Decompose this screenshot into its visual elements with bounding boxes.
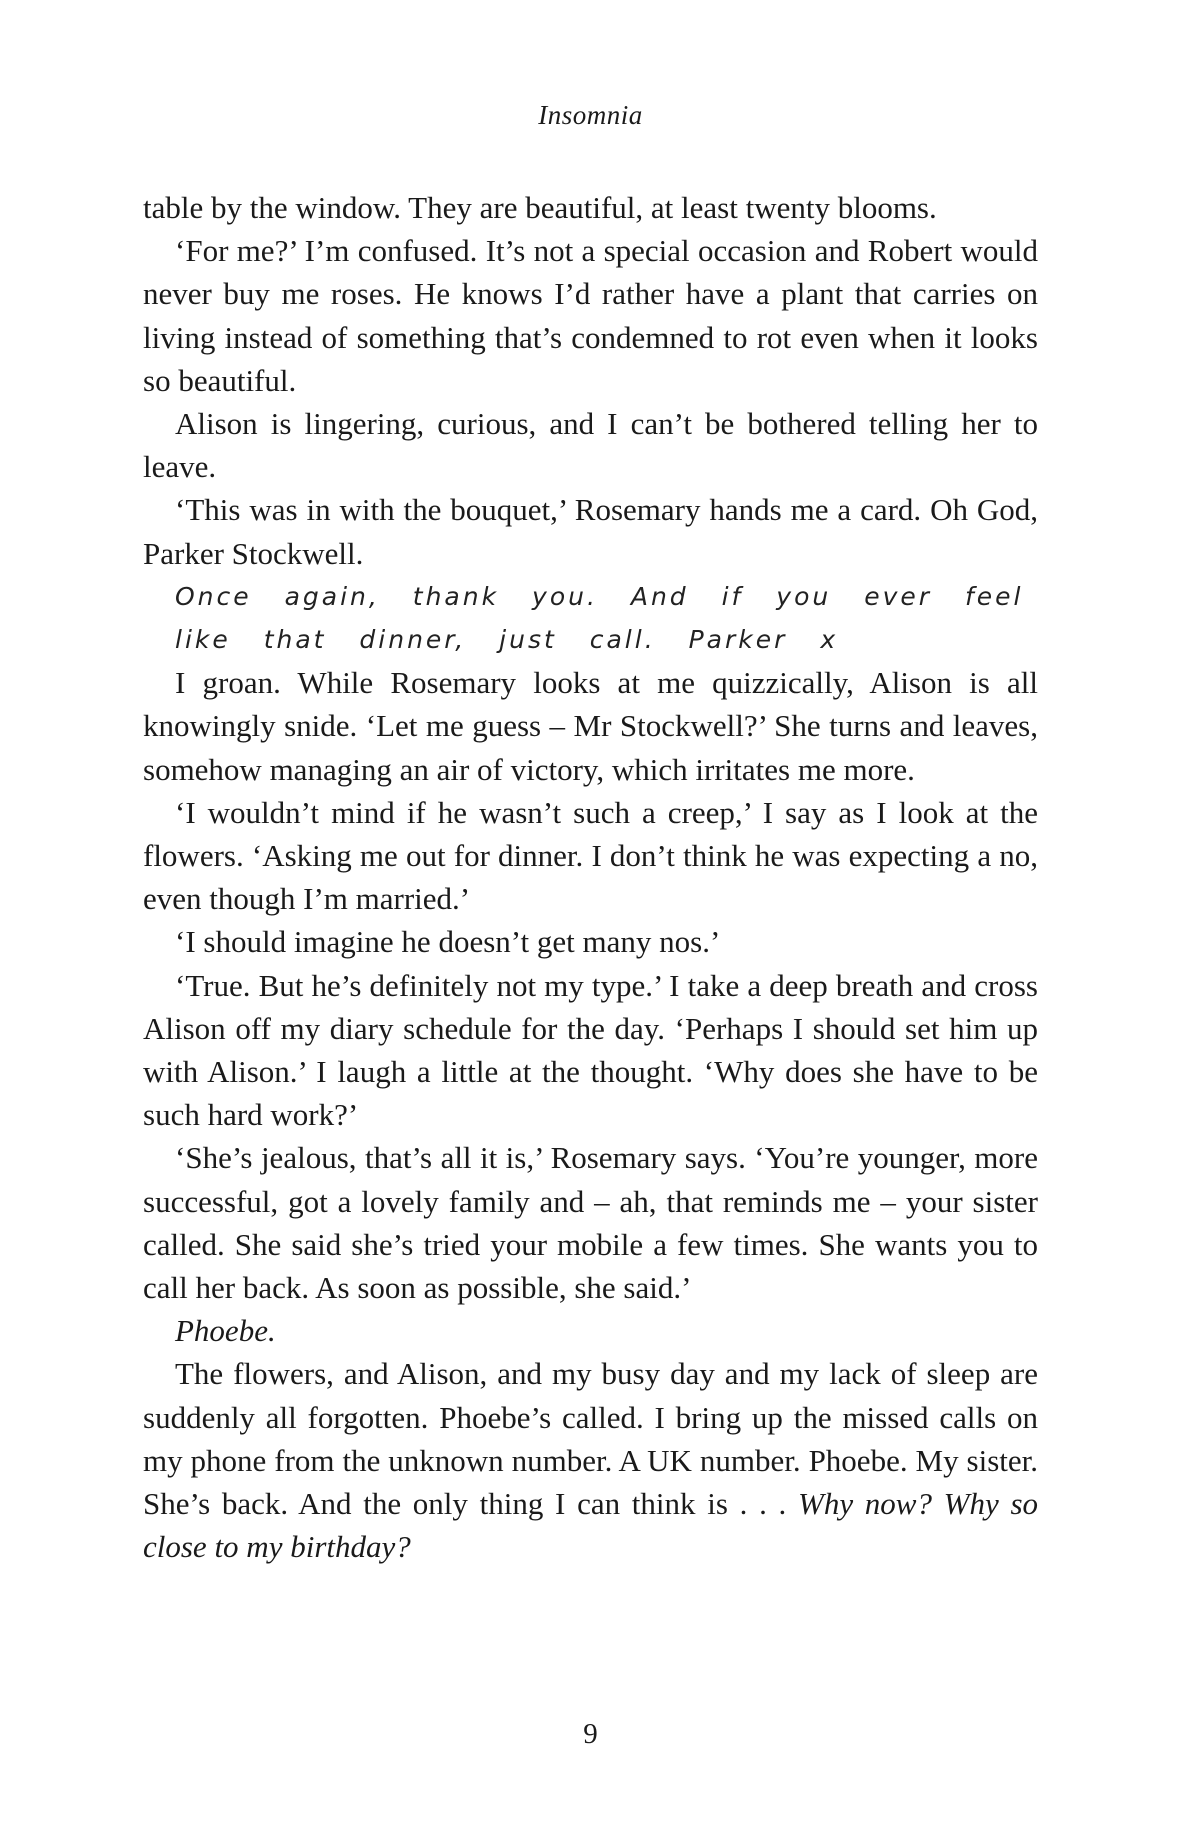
paragraph-4: ‘This was in with the bouquet,’ Rosemary hands me a card. Oh God, Parker Stockwell. [143, 492, 1038, 571]
paragraph-1: table by the window. They are beautiful, at least twenty blooms. [143, 190, 937, 225]
paragraph-5: I groan. While Rosemary looks at me quizzically, Alison is all knowingly snide. ‘Let me guess – Mr Stockwell?’ She turns and leaves, somehow managing an air of victory, which irritates me more. [143, 665, 1038, 787]
paragraph-7: ‘I should imagine he doesn’t get many nos.’ [175, 924, 721, 960]
paragraph-2: ‘For me?’ I’m confused. It’s not a special occasion and Robert would never buy me roses. He knows I’d rather have a plant that carries on living instead of something that’s condemned to rot even when it looks so beautiful. [143, 233, 1038, 398]
paragraph-8: ‘True. But he’s definitely not my type.’ I take a deep breath and cross Alison off my diary schedule for the day. ‘Perhaps I should set him up with Alison.’ I laugh a little at the thought. ‘Why does she have to be such hard work?’ [143, 967, 1038, 1133]
paragraph-3: Alison is lingering, curious, and I can’t be bothered telling her to leave. [143, 406, 1038, 485]
card-note-line-1: Once again, thank you. And if you ever feel [175, 581, 1024, 611]
body-text [143, 186, 1038, 1569]
paragraph-10-italic: Phoebe. [175, 1313, 276, 1349]
running-head: Insomnia [538, 100, 643, 130]
book-page [143, 0, 1038, 1838]
page-number: 9 [583, 1718, 598, 1750]
paragraph-11-text: The flowers, and Alison, and my busy day and my lack of sleep are suddenly all forgotten. Phoebe’s called. I bring up the missed calls on my phone from the unknown number. A UK number. Phoebe. My sister. She’s back. And the only thing I can think is . . . [143, 1356, 1038, 1522]
handwritten-card-note [143, 575, 1038, 661]
paragraph-9: ‘She’s jealous, that’s all it is,’ Rosemary says. ‘You’re younger, more successful, got a lovely family and – ah, that reminds me – your sister called. She said she’s tried your mobile a few times. She wants you to call her back. As soon as possible, she said.’ [143, 1140, 1038, 1306]
paragraph-11-italic: Why now? Why so close to my birthday? [143, 1486, 1039, 1565]
card-note-line-2: like that dinner, just call. Parker x [175, 625, 839, 655]
paragraph-11 [143, 1352, 1038, 1568]
paragraph-6: ‘I wouldn’t mind if he wasn’t such a creep,’ I say as I look at the flowers. ‘Asking me out for dinner. I don’t think he was expecting a no, even though I’m married.’ [143, 794, 1038, 917]
